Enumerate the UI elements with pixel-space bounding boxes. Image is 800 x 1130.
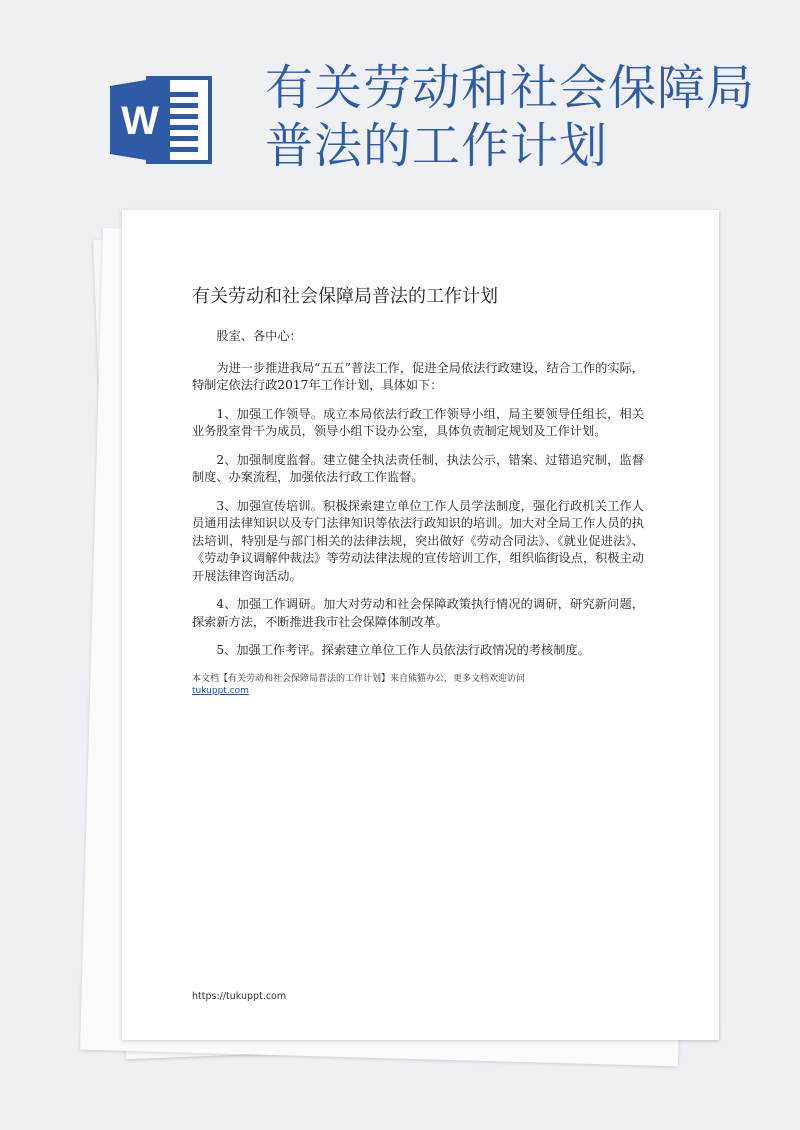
source-note	[192, 673, 652, 697]
page-footer-url[interactable]: https://tukuppt.com	[192, 991, 287, 1002]
document-paragraph-item-1: 1、加强工作领导。成立本局依法行政工作领导小组，局主要领导任组长，相关业务股室骨干为成员，领导小组下设办公室，具体负责制定规划及工作计划。	[192, 406, 644, 438]
document-paragraph-item-2: 2、加强制度监督。建立健全执法责任制，执法公示，错案、过错追究制，监督制度、办案流程，加强依法行政工作监督。	[192, 452, 644, 484]
source-link[interactable]: tukuppt.com	[192, 686, 249, 696]
document-page	[122, 210, 719, 1040]
document-body	[192, 328, 644, 671]
document-paragraph-item-3: 3、加强宣传培训。积极探索建立单位工作人员学法制度，强化行政机关工作人员通用法律知识以及专门法律知识等依法行政知识的培训。加大对全局工作人员的执法培训，特别是与部门相关的法律法规，突出做好《劳动合同法》、《就业促进法》、《劳动争议调解仲裁法》等劳动法律法规的宣传培训工作，组织临街设点，积极主动开展法律咨询活动。	[192, 498, 644, 583]
document-paragraph-item-4: 4、加强工作调研。加大对劳动和社会保障政策执行情况的调研，研究新问题，探索新方法，不断推进我市社会保障体制改革。	[192, 597, 644, 629]
document-title: 有关劳动和社会保障局普法的工作计划	[192, 286, 498, 307]
document-paragraph-intro: 为进一步推进我局“五五”普法工作，促进全局依法行政建设，结合工作的实际，特制定依法行政2017年工作计划，具体如下：	[192, 360, 644, 392]
document-paragraph-salutation: 股室、各中心：	[216, 329, 302, 343]
page-title-line-1: 有关劳动和社会保障局	[265, 60, 756, 116]
header	[0, 0, 800, 200]
word-document-icon	[110, 72, 216, 168]
source-note-text: 本文档【有关劳动和社会保障局普法的工作计划】来自熊猫办公，更多文档欢迎访问	[192, 674, 526, 684]
svg-text:W: W	[121, 99, 159, 143]
page-title-line-2: 普法的工作计划	[265, 118, 609, 174]
document-paragraph-item-5: 5、加强工作考评。探索建立单位工作人员依法行政情况的考核制度。	[216, 643, 590, 657]
